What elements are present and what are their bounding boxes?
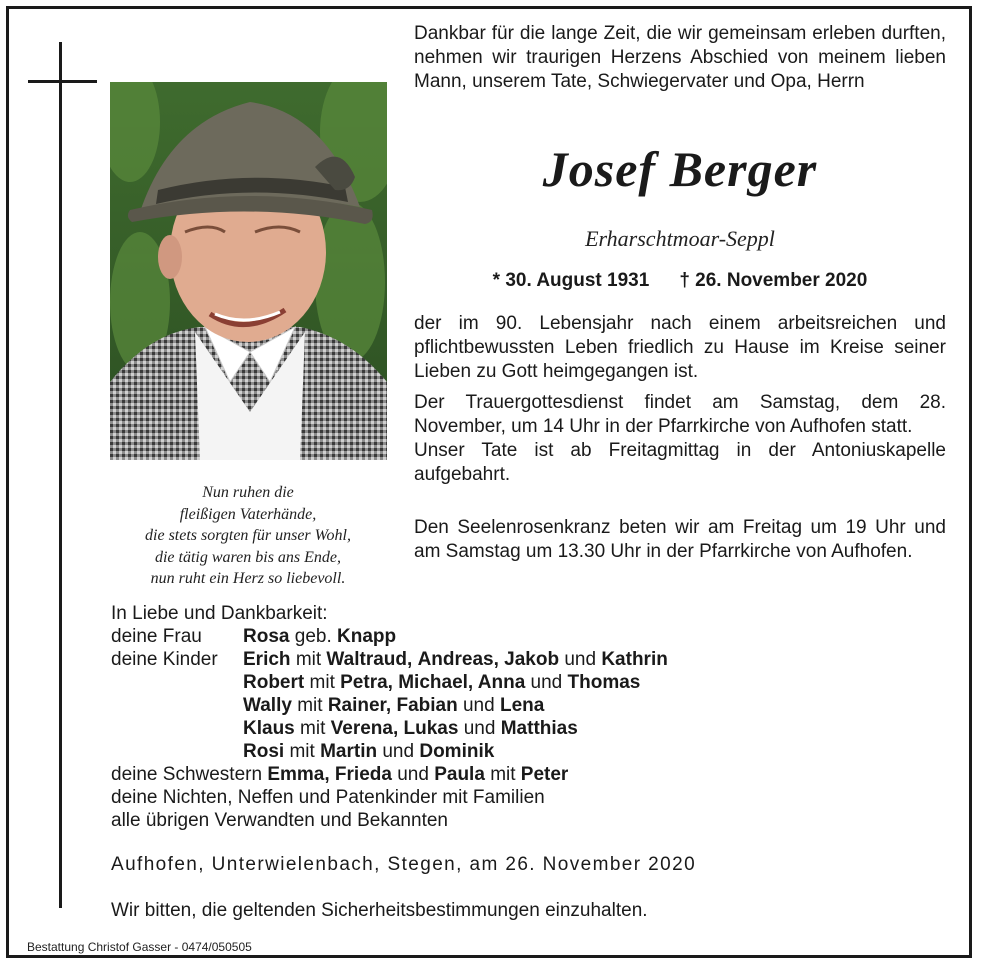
grandchildren-names: Michael, Anna	[398, 672, 526, 693]
poem-line: nun ruht ein Herz so liebevoll.	[150, 570, 346, 587]
deceased-nickname: Erharschtmoar-Seppl	[585, 226, 775, 251]
child-name: Erich	[243, 649, 291, 670]
service-paragraph	[414, 391, 946, 487]
child-name: Wally	[243, 695, 292, 716]
sisters-names: Emma, Frieda	[267, 764, 392, 785]
child-name: Klaus	[243, 718, 295, 739]
connector-word: mit	[295, 649, 322, 670]
connector-word: und	[564, 649, 597, 670]
connector-word: mit	[490, 764, 516, 785]
mourners-heading: In Liebe und Dankbarkeit:	[111, 603, 328, 624]
grandchild-name: Matthias	[500, 718, 578, 739]
sisters-row	[111, 763, 931, 786]
funeral-home-footer: Bestattung Christof Gasser - 0474/050505	[27, 940, 252, 954]
death-date: † 26. November 2020	[679, 270, 868, 291]
connector-word: und	[463, 718, 496, 739]
grandchildren-names: Lukas	[403, 718, 459, 739]
partner-name: Rainer,	[327, 695, 392, 716]
grandchild-name: Kathrin	[601, 649, 668, 670]
partner-name: Martin	[320, 741, 378, 762]
rosary-paragraph: Den Seelenrosenkranz beten wir am Freitag um 19 Uhr und am Samstag um 13.30 Uhr in der Pfarrkirche von Aufhofen.	[414, 517, 946, 562]
wife-name: Rosa	[243, 626, 290, 647]
safety-notice: Wir bitten, die geltenden Sicherheitsbestimmungen einzuhalten.	[111, 900, 648, 921]
grandchild-name: Lena	[499, 695, 545, 716]
child-name: Robert	[243, 672, 305, 693]
connector-word: und	[530, 672, 563, 693]
poem-line: die tätig waren bis ans Ende,	[154, 548, 342, 566]
birth-date: * 30. August 1931	[492, 270, 650, 291]
connector-word: und	[462, 695, 495, 716]
mourners-list	[111, 602, 931, 832]
funeral-service-text: Der Trauergottesdienst findet am Samstag, dem 28. November, um 14 Uhr in der Pfarrkirche von Aufhofen statt.	[414, 392, 946, 437]
connector-word: mit	[309, 672, 335, 693]
wife-maiden-name: Knapp	[337, 626, 397, 647]
wife-row	[111, 625, 931, 648]
connector-word: mit	[297, 695, 323, 716]
viewing-text: Unser Tate ist ab Freitagmittag in der Antoniuskapelle aufgebahrt.	[414, 440, 946, 485]
sisters-label: deine Schwestern	[111, 764, 263, 785]
intro-text: Dankbar für die lange Zeit, die wir gemeinsam erleben durften, nehmen wir traurigen Herzens Abschied von meinem lieben Mann, unserem Tate, Schwiegervater und Opa, Herrn	[414, 23, 946, 92]
wife-label: deine Frau	[111, 626, 202, 647]
child-name: Rosi	[243, 741, 285, 762]
sister-partner-name: Peter	[520, 764, 569, 785]
deceased-name: Josef Berger	[542, 141, 818, 197]
connector-word: und	[382, 741, 415, 762]
child-row	[111, 694, 931, 717]
life-dates	[414, 270, 946, 292]
child-row	[111, 740, 931, 763]
wife-geb: geb.	[294, 626, 332, 647]
partner-name: Petra,	[340, 672, 393, 693]
poem-line: die stets sorgten für unser Wohl,	[145, 527, 351, 544]
cross-icon-horizontal	[28, 80, 97, 83]
connector-word: mit	[289, 741, 315, 762]
poem-line: fleißigen Vaterhände,	[179, 505, 317, 523]
children-label: deine Kinder	[111, 649, 218, 670]
grandchild-name: Thomas	[567, 672, 641, 693]
sister-name: Paula	[434, 764, 485, 785]
partner-name: Verena,	[330, 718, 399, 739]
cross-icon-vertical	[59, 42, 62, 908]
grandchildren-names: Andreas, Jakob	[417, 649, 560, 670]
poem-line: Nun ruhen die	[202, 484, 294, 501]
others-row: alle übrigen Verwandten und Bekannten	[111, 810, 448, 831]
connector-word: und	[397, 764, 429, 785]
child-row	[111, 717, 931, 740]
connector-word: mit	[300, 718, 326, 739]
child-row	[111, 648, 931, 671]
grandchildren-names: Fabian	[396, 695, 458, 716]
portrait-photo	[110, 82, 387, 460]
memorial-poem	[108, 482, 388, 590]
nieces-row: deine Nichten, Neffen und Patenkinder mit Familien	[111, 787, 545, 808]
grandchild-name: Dominik	[419, 741, 495, 762]
partner-name: Waltraud,	[326, 649, 413, 670]
passing-paragraph: der im 90. Lebensjahr nach einem arbeitsreichen und pflichtbewussten Leben friedlich zu Hause im Kreise seiner Lieben zu Gott heimgegangen ist.	[414, 313, 946, 382]
child-row	[111, 671, 931, 694]
place-and-date: Aufhofen, Unterwielenbach, Stegen, am 26. November 2020	[111, 854, 697, 875]
